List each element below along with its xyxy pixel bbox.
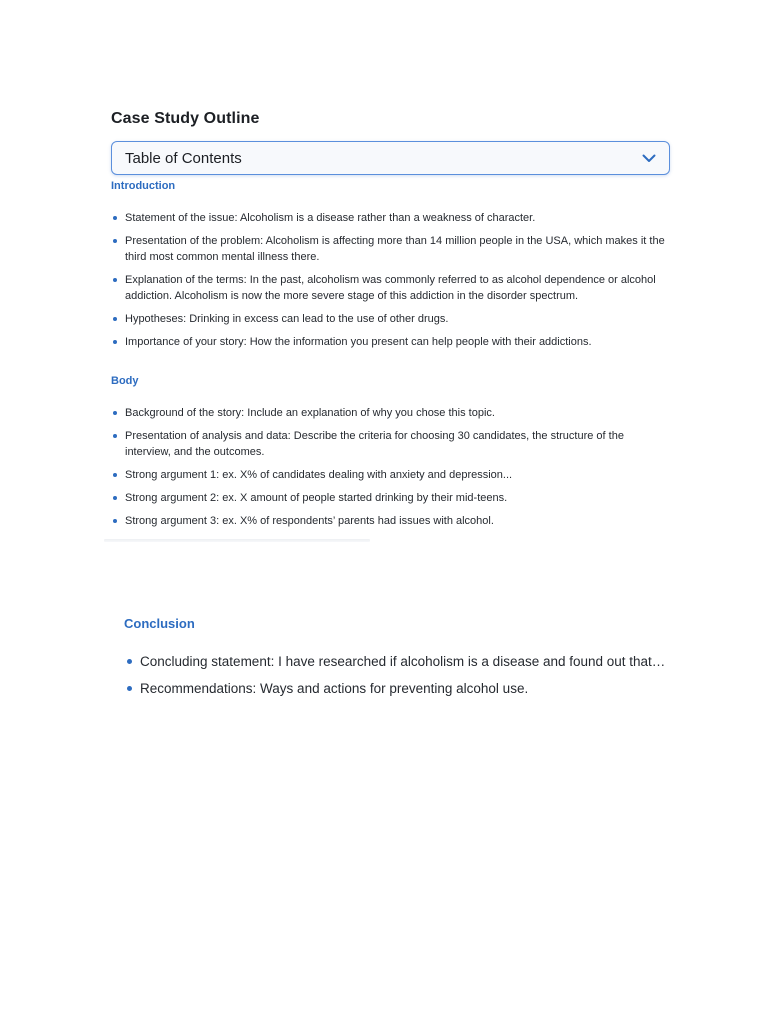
list-item	[111, 490, 671, 506]
list-item-text: Background of the story: Include an explanation of why you chose this topic.	[125, 407, 495, 419]
list-item	[111, 513, 671, 529]
list-item	[111, 467, 671, 483]
list-item-text: Strong argument 2: ex. X amount of people started drinking by their mid-teens.	[125, 492, 508, 504]
table-of-contents-dropdown[interactable]	[111, 141, 670, 175]
bullet-dot-icon	[113, 411, 117, 415]
list-item-text: Explanation of the terms: In the past, alcoholism was commonly referred to as alcohol dependence or alcohol addiction. Alcoholism is now the more severe stage of this addiction in the disorder spectrum.	[125, 274, 656, 302]
body-list	[111, 405, 671, 536]
list-item	[111, 311, 671, 327]
list-item	[111, 405, 671, 421]
divider	[104, 539, 370, 542]
bullet-dot-icon	[113, 519, 117, 523]
bullet-dot-icon	[113, 317, 117, 321]
bullet-dot-icon	[113, 340, 117, 344]
conclusion-list	[124, 652, 684, 706]
bullet-dot-icon	[127, 659, 132, 664]
chevron-down-icon[interactable]	[641, 150, 657, 166]
list-item-text: Statement of the issue: Alcoholism is a disease rather than a weakness of character.	[125, 212, 536, 224]
introduction-heading: Introduction	[111, 180, 176, 192]
bullet-dot-icon	[113, 216, 117, 220]
list-item	[124, 652, 684, 671]
list-item-text: Importance of your story: How the information you present can help people with their addictions.	[125, 336, 592, 348]
list-item-text: Presentation of the problem: Alcoholism is affecting more than 14 million people in the USA, which makes it the third most common mental illness there.	[125, 235, 665, 263]
list-item-text: Presentation of analysis and data: Describe the criteria for choosing 30 candidates, the structure of the interview, and the outcomes.	[125, 430, 624, 458]
page-title: Case Study Outline	[111, 110, 260, 127]
bullet-dot-icon	[113, 239, 117, 243]
list-item	[111, 233, 671, 265]
list-item-text: Strong argument 1: ex. X% of candidates dealing with anxiety and depression...	[125, 469, 513, 481]
list-item-text: Strong argument 3: ex. X% of respondents’ parents had issues with alcohol.	[125, 515, 494, 527]
list-item	[111, 272, 671, 304]
introduction-list	[111, 210, 671, 357]
list-item	[111, 428, 671, 460]
list-item-text: Concluding statement: I have researched if alcoholism is a disease and found out that…	[140, 654, 666, 669]
bullet-dot-icon	[113, 473, 117, 477]
list-item-text: Hypotheses: Drinking in excess can lead to the use of other drugs.	[125, 313, 449, 325]
bullet-dot-icon	[113, 496, 117, 500]
bullet-dot-icon	[113, 278, 117, 282]
list-item-text: Recommendations: Ways and actions for preventing alcohol use.	[140, 681, 529, 696]
list-item	[124, 679, 684, 698]
body-heading: Body	[111, 375, 139, 387]
list-item	[111, 210, 671, 226]
conclusion-heading: Conclusion	[124, 616, 195, 631]
list-item	[111, 334, 671, 350]
table-of-contents-label: Table of Contents	[125, 149, 242, 167]
bullet-dot-icon	[113, 434, 117, 438]
bullet-dot-icon	[127, 686, 132, 691]
